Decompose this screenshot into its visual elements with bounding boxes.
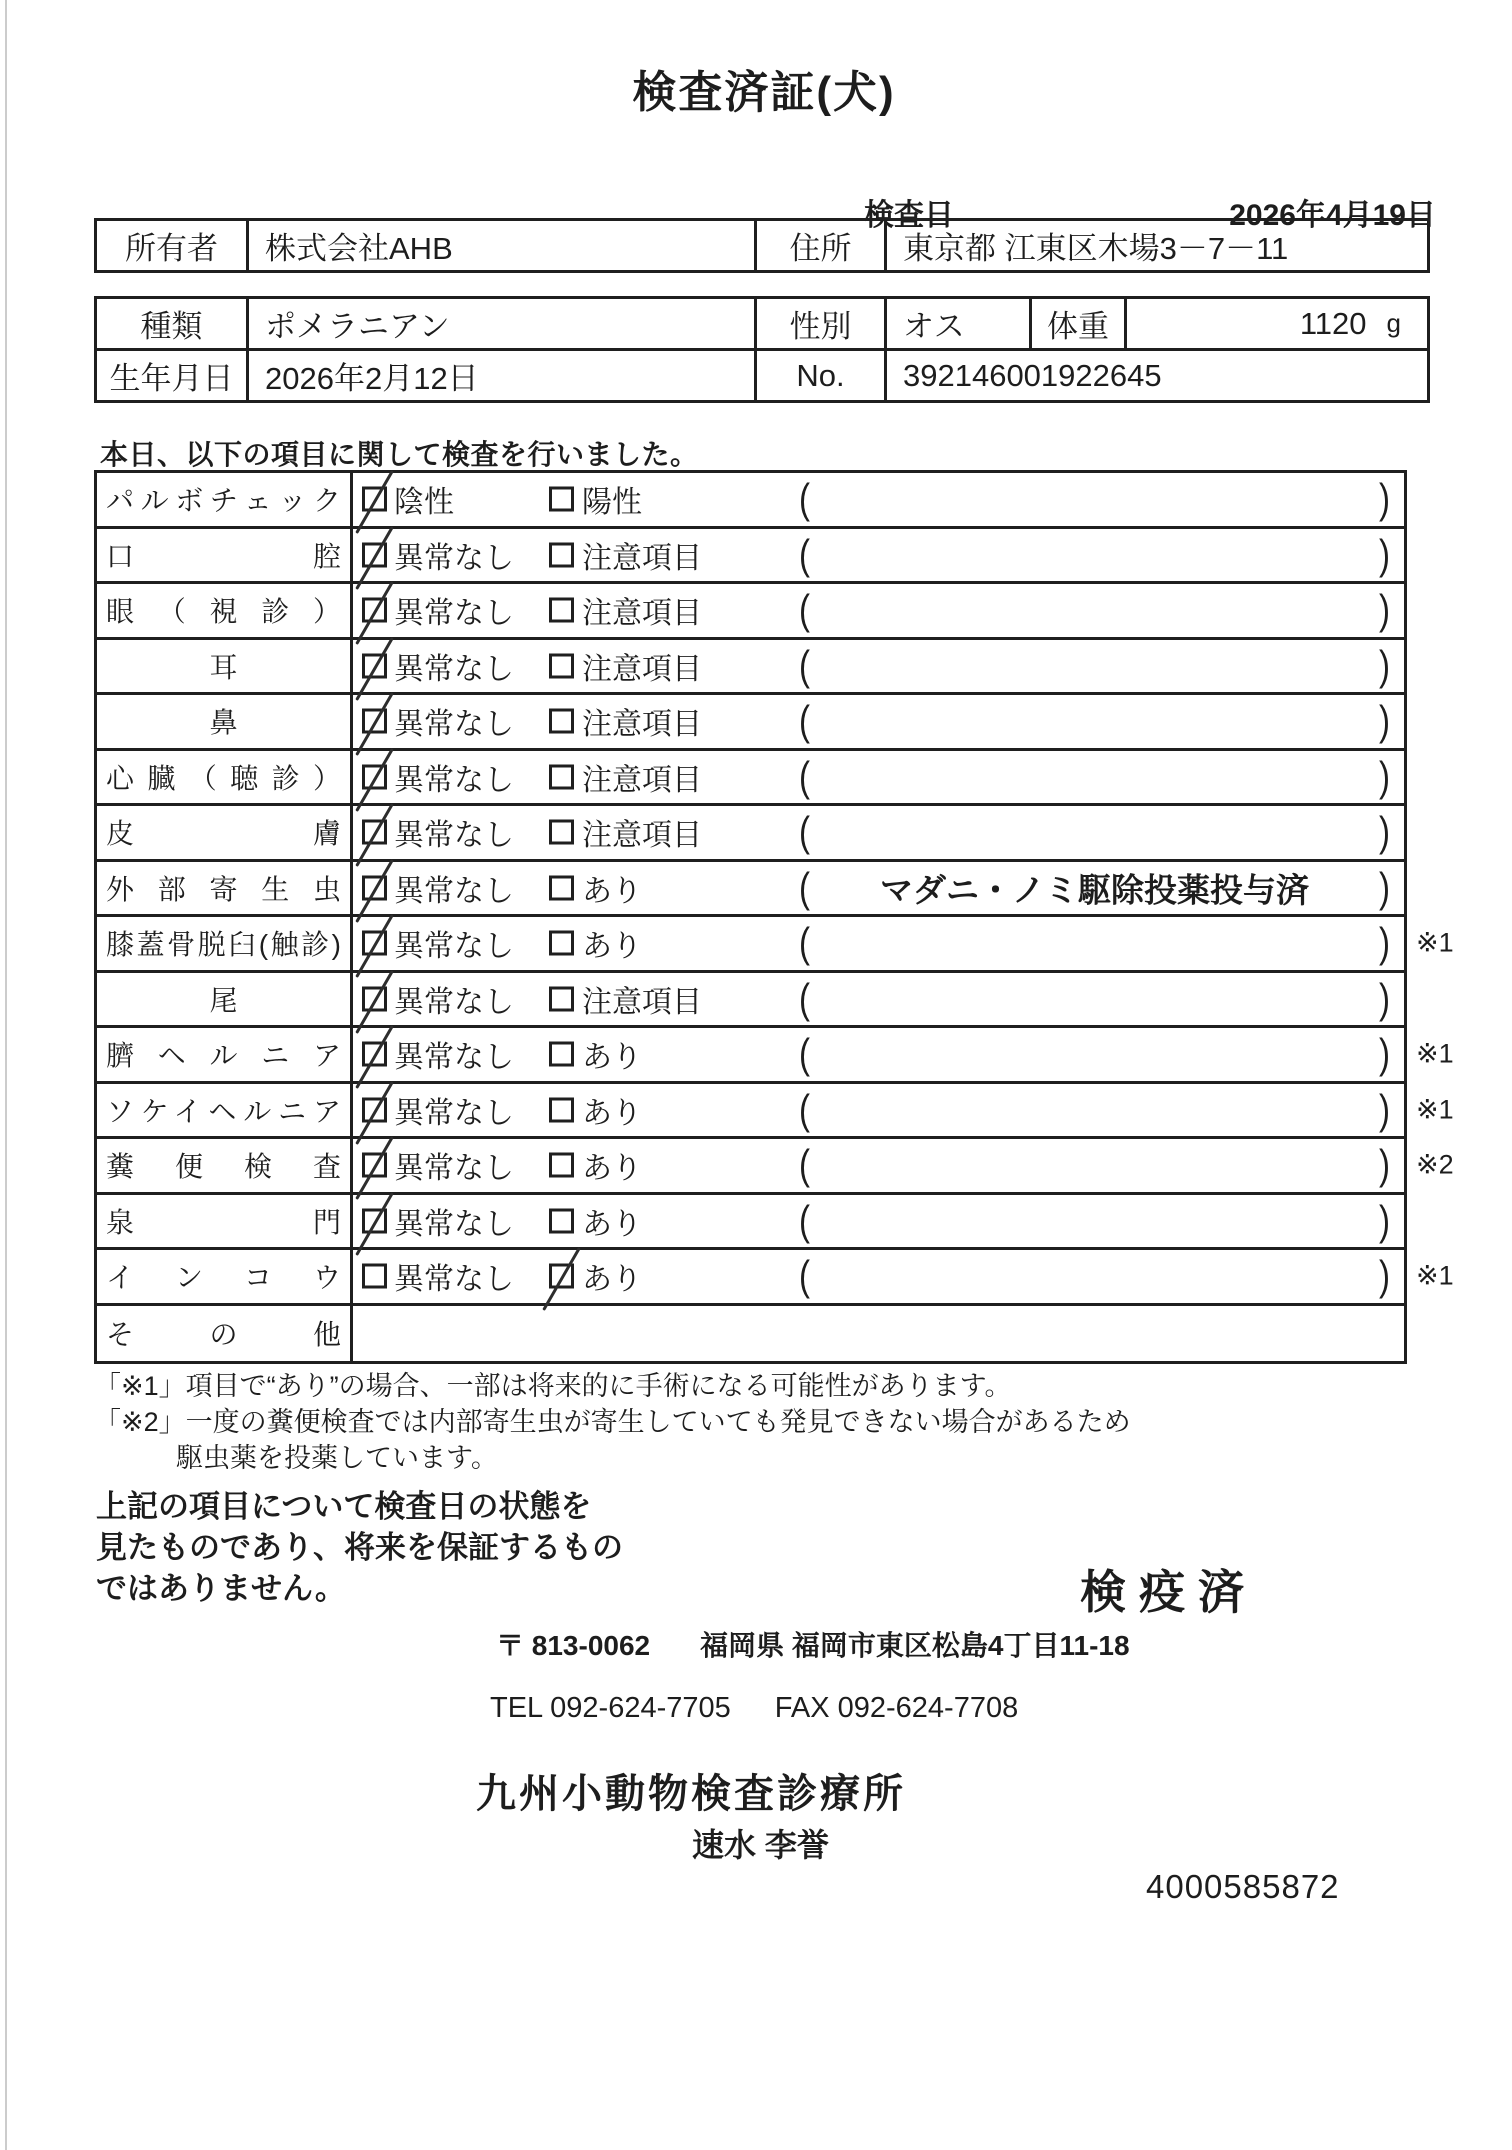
footnote-1: 「※1」項目で“あり”の場合、一部は将来的に手術になる可能性があります。 (94, 1371, 1012, 1401)
secondary-checkbox (549, 542, 574, 567)
secondary-option-label: あり (582, 1041, 642, 1075)
exam-row (97, 1195, 1404, 1251)
handwritten-check-mark (355, 1081, 394, 1145)
secondary-checkbox (549, 709, 574, 734)
exam-row (97, 529, 1404, 585)
exam-item-label: 臍ヘルニア (106, 1040, 341, 1072)
exam-item-cell (97, 973, 353, 1026)
paren-open: ( (799, 808, 810, 855)
exam-item-cell (97, 695, 353, 748)
exam-row (97, 1250, 1454, 1306)
weight-unit: g (1386, 308, 1401, 338)
exam-row (97, 1139, 1454, 1195)
result-note: マダニ・ノミ駆除投薬投与済 (880, 871, 1309, 909)
footnote-reference-mark: ※2 (1416, 1149, 1454, 1180)
paren-open: ( (799, 1086, 810, 1133)
disclaimer-line-1: 上記の項目について検査日の状態を (96, 1489, 592, 1524)
exam-item-cell (97, 1306, 353, 1362)
exam-row (97, 640, 1404, 696)
secondary-option-label: 陽性 (582, 486, 642, 520)
paren-close: ) (1379, 586, 1390, 633)
exam-result-cell (353, 973, 1404, 1026)
exam-result-cell (353, 473, 1404, 526)
paren-close: ) (1379, 1141, 1390, 1188)
secondary-checkbox (549, 487, 574, 512)
secondary-option-label: あり (582, 1263, 642, 1297)
exam-item-label: 膝蓋骨脱臼(触診) (106, 929, 341, 961)
breed-label: 種類 (97, 299, 249, 348)
exam-row (97, 1028, 1454, 1084)
exam-item-cell (97, 917, 353, 970)
exam-item-cell (97, 1195, 353, 1248)
inspection-date-label: 検査日 (864, 199, 954, 232)
exam-result-cell (353, 1139, 1404, 1192)
disclaimer-line-3: ではありません。 (96, 1571, 346, 1606)
primary-option-label: 異常なし (394, 985, 514, 1019)
secondary-checkbox (549, 598, 574, 623)
secondary-option-label: 注意項目 (582, 763, 702, 797)
exam-table (94, 470, 1454, 1364)
secondary-option-label: あり (582, 1207, 642, 1241)
exam-result-cell (353, 584, 1404, 637)
clinic-address: 福岡県 福岡市東区松島4丁目11-18 (700, 1630, 1130, 1661)
birthdate-value: 2026年2月12日 (249, 351, 757, 400)
exam-item-label: 鼻 (209, 707, 238, 739)
paren-close: ) (1379, 919, 1390, 966)
primary-option-label: 異常なし (394, 1263, 514, 1297)
exam-result-cell (353, 1195, 1404, 1248)
serial-number: 4000585872 (1146, 1868, 1340, 1905)
exam-result-cell (353, 917, 1404, 970)
exam-row (97, 1084, 1454, 1140)
secondary-option-label: 注意項目 (582, 819, 702, 853)
exam-result-cell (353, 1028, 1404, 1081)
footnote-2-continued: 駆虫薬を投薬しています。 (176, 1443, 498, 1473)
exam-item-cell (97, 640, 353, 693)
exam-result-cell (353, 1084, 1404, 1137)
exam-item-label: 皮膚 (106, 818, 341, 850)
paren-close: ) (1379, 1030, 1390, 1077)
weight-label: 体重 (1032, 299, 1127, 348)
birth-row (97, 348, 1427, 400)
sex-value: オス (887, 299, 1032, 348)
paren-close: ) (1379, 475, 1390, 522)
secondary-checkbox (549, 931, 574, 956)
exam-result-cell (353, 862, 1404, 915)
primary-checkbox (362, 1264, 387, 1289)
paren-open: ( (799, 642, 810, 689)
page-title: 検査済証(犬) (632, 68, 896, 117)
exam-row (97, 473, 1404, 529)
id-number-value: 392146001922645 (903, 357, 1162, 393)
paren-close: ) (1379, 753, 1390, 800)
exam-item-label: 尾 (209, 984, 238, 1016)
secondary-checkbox (549, 1153, 574, 1178)
secondary-checkbox (549, 820, 574, 845)
intro-sentence: 本日、以下の項目に関して検査を行いました。 (100, 439, 699, 470)
disclaimer-text (96, 1486, 623, 1609)
exam-row (97, 917, 1454, 973)
exam-row (97, 584, 1404, 640)
exam-item-label: その他 (106, 1319, 341, 1351)
secondary-checkbox (549, 875, 574, 900)
exam-item-cell (97, 1250, 353, 1303)
exam-row (97, 695, 1404, 751)
clinic-address-line (496, 1624, 1130, 1664)
owner-label: 所有者 (97, 221, 249, 270)
primary-option-label: 異常なし (394, 819, 514, 853)
handwritten-check-mark (542, 1247, 581, 1311)
animal-table (94, 296, 1430, 403)
exam-item-label: 外部寄生虫 (106, 873, 341, 905)
paren-open: ( (799, 475, 810, 522)
inspection-date-value: 2026年4月19日 (1229, 199, 1436, 232)
exam-item-label: パルボチェック (106, 485, 341, 517)
exam-item-cell (97, 473, 353, 526)
primary-option-label: 異常なし (394, 763, 514, 797)
address-value: 東京都 江東区木場3－7－11 (903, 231, 1289, 266)
secondary-checkbox (549, 1208, 574, 1233)
handwritten-check-mark (355, 859, 394, 923)
handwritten-check-mark (355, 914, 394, 978)
owner-name: 株式会社AHB (249, 221, 757, 270)
handwritten-check-mark (355, 1025, 394, 1089)
paren-close: ) (1379, 975, 1390, 1022)
exam-row (97, 973, 1404, 1029)
paren-close: ) (1379, 531, 1390, 578)
handwritten-check-mark (355, 1192, 394, 1256)
primary-option-label: 異常なし (394, 708, 514, 742)
disclaimer-line-2: 見たものであり、将来を保証するもの (96, 1530, 623, 1565)
primary-option-label: 異常なし (394, 1152, 514, 1186)
handwritten-check-mark (355, 803, 394, 867)
address-label: 住所 (757, 221, 887, 270)
secondary-checkbox (549, 986, 574, 1011)
paren-open: ( (799, 975, 810, 1022)
paren-close: ) (1379, 642, 1390, 689)
primary-option-label: 異常なし (394, 930, 514, 964)
secondary-checkbox (549, 653, 574, 678)
paren-open: ( (799, 753, 810, 800)
exam-item-cell (97, 751, 353, 804)
scan-edge-artifact (5, 0, 7, 2150)
exam-result-cell (353, 695, 1404, 748)
secondary-option-label: あり (582, 930, 642, 964)
secondary-checkbox (549, 764, 574, 789)
veterinarian-name: 速水 李誉 (692, 1827, 829, 1863)
weight-value: 1120 (1299, 305, 1367, 341)
clinic-name: 九州小動物検査診療所 (476, 1772, 906, 1816)
owner-table (94, 218, 1430, 273)
quarantine-stamp: 検疫済 (1080, 1566, 1257, 1618)
exam-result-cell (353, 529, 1404, 582)
weight-cell (1127, 299, 1427, 348)
breed-value: ポメラニアン (249, 299, 757, 348)
secondary-option-label: あり (582, 1152, 642, 1186)
exam-item-label: 糞便検査 (106, 1151, 341, 1183)
exam-item-cell (97, 529, 353, 582)
birthdate-label: 生年月日 (97, 351, 249, 400)
secondary-checkbox (549, 1042, 574, 1067)
paren-open: ( (799, 919, 810, 966)
paren-open: ( (799, 864, 810, 911)
primary-option-label: 陰性 (394, 486, 454, 520)
paren-open: ( (799, 697, 810, 744)
footnote-reference-mark: ※1 (1416, 1038, 1454, 1069)
paren-open: ( (799, 1197, 810, 1244)
primary-option-label: 異常なし (394, 652, 514, 686)
paren-open: ( (799, 1030, 810, 1077)
secondary-option-label: 注意項目 (582, 541, 702, 575)
clinic-contact-line (490, 1692, 1018, 1725)
secondary-option-label: 注意項目 (582, 985, 702, 1019)
exam-result-cell (353, 640, 1404, 693)
footnote-2: 「※2」一度の糞便検査では内部寄生虫が寄生していても発見できない場合があるため (94, 1407, 1131, 1437)
secondary-option-label: 注意項目 (582, 708, 702, 742)
exam-item-label: 耳 (209, 651, 238, 683)
primary-option-label: 異常なし (394, 1207, 514, 1241)
clinic-fax: FAX 092-624-7708 (774, 1692, 1019, 1724)
footnote-reference-mark: ※1 (1416, 1260, 1454, 1291)
footnote-reference-mark: ※1 (1416, 927, 1454, 958)
paren-open: ( (799, 1252, 810, 1299)
exam-row (97, 862, 1404, 918)
clinic-postal-code: 〒 813-0062 (496, 1630, 651, 1661)
exam-item-cell (97, 584, 353, 637)
paren-close: ) (1379, 1086, 1390, 1133)
handwritten-check-mark (355, 1136, 394, 1200)
paren-close: ) (1379, 864, 1390, 911)
handwritten-check-mark (355, 526, 394, 590)
sex-label: 性別 (757, 299, 887, 348)
exam-row (97, 806, 1404, 862)
paren-open: ( (799, 586, 810, 633)
secondary-checkbox (549, 1097, 574, 1122)
exam-result-cell (353, 1250, 1404, 1303)
exam-item-label: 泉門 (106, 1206, 341, 1238)
paren-close: ) (1379, 1252, 1390, 1299)
handwritten-check-mark (355, 581, 394, 645)
exam-item-cell (97, 1028, 353, 1081)
breed-row (97, 299, 1427, 348)
id-number-label: No. (757, 351, 887, 400)
secondary-option-label: 注意項目 (582, 652, 702, 686)
secondary-option-label: 注意項目 (582, 597, 702, 631)
exam-row (97, 751, 1404, 807)
exam-result-cell (353, 1306, 1404, 1362)
secondary-option-label: あり (582, 874, 642, 908)
paren-close: ) (1379, 808, 1390, 855)
primary-option-label: 異常なし (394, 1096, 514, 1130)
primary-option-label: 異常なし (394, 541, 514, 575)
exam-item-label: ソケイヘルニア (106, 1095, 341, 1127)
paren-close: ) (1379, 1197, 1390, 1244)
paren-close: ) (1379, 697, 1390, 744)
exam-item-label: インコウ (106, 1262, 341, 1294)
handwritten-check-mark (355, 970, 394, 1034)
exam-item-label: 眼（視診） (106, 596, 341, 628)
exam-result-cell (353, 751, 1404, 804)
paren-open: ( (799, 531, 810, 578)
primary-option-label: 異常なし (394, 597, 514, 631)
exam-item-cell (97, 862, 353, 915)
secondary-option-label: あり (582, 1096, 642, 1130)
owner-row (97, 221, 1427, 270)
exam-item-cell (97, 1084, 353, 1137)
handwritten-check-mark (355, 692, 394, 756)
footnotes (94, 1368, 1131, 1476)
exam-item-cell (97, 1139, 353, 1192)
handwritten-check-mark (355, 748, 394, 812)
footnote-reference-mark: ※1 (1416, 1094, 1454, 1125)
exam-item-label: 口腔 (106, 540, 341, 572)
clinic-tel: TEL 092-624-7705 (490, 1692, 731, 1724)
primary-option-label: 異常なし (394, 874, 514, 908)
exam-row (97, 1306, 1404, 1362)
handwritten-check-mark (355, 470, 394, 534)
primary-option-label: 異常なし (394, 1041, 514, 1075)
exam-item-cell (97, 806, 353, 859)
handwritten-check-mark (355, 637, 394, 701)
paren-open: ( (799, 1141, 810, 1188)
exam-item-label: 心臓（聴診） (106, 762, 341, 794)
exam-result-cell (353, 806, 1404, 859)
